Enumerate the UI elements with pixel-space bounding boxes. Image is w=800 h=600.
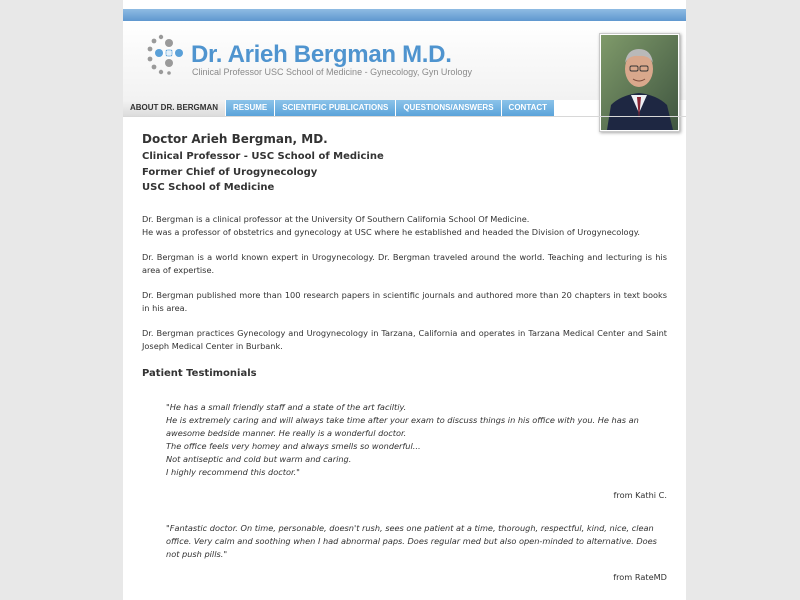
- nav-scientific-publications[interactable]: SCIENTIFIC PUBLICATIONS: [275, 100, 395, 116]
- title-line: Former Chief of Urogynecology: [142, 166, 318, 178]
- testimonial-author: from Kathi C.: [613, 489, 667, 500]
- bio-paragraph: Dr. Bergman practices Gynecology and Urogynecology in Tarzana, California and operates in Tarzana Medical Center and Saint Joseph Medical Center in Burbank.: [142, 327, 667, 351]
- page-container: [123, 0, 686, 600]
- testimonials-heading: Patient Testimonials: [142, 367, 257, 379]
- testimonial-line: I highly recommend this doctor.": [166, 466, 300, 477]
- testimonial-author: from RateMD: [613, 571, 667, 582]
- site-header: [123, 21, 686, 100]
- nav-questions-answers[interactable]: QUESTIONS/ANSWERS: [396, 100, 500, 116]
- site-title: Dr. Arieh Bergman M.D.: [191, 41, 452, 68]
- doctor-name: Doctor Arieh Bergman, MD.: [142, 132, 328, 146]
- main-content: [142, 132, 667, 584]
- nav-resume[interactable]: RESUME: [226, 100, 274, 116]
- testimonial-line: "Fantastic doctor. On time, personable, doesn't rush, sees one patient at a time, thorough, respectful, kind, nice, clean office. Very calm and soothing when I had abnormal paps. Does regular med but also open-minded to alternative. Does not push pills.": [166, 522, 657, 559]
- bio-paragraph: He was a professor of obstetrics and gynecology at USC where he established and headed the Division of Urogynecology.: [142, 226, 641, 237]
- medical-cross-logo-icon: [147, 33, 187, 79]
- title-line: USC School of Medicine: [142, 182, 275, 193]
- bio-paragraph: Dr. Bergman is a clinical professor at the University Of Southern California School Of Medicine.: [142, 213, 530, 224]
- nav-about[interactable]: ABOUT DR. BERGMAN: [123, 100, 225, 116]
- testimonial: [142, 401, 667, 502]
- testimonial-line: "He has a small friendly staff and a state of the art faciltiy.: [166, 401, 407, 412]
- testimonial-line: The office feels very homey and always smells so wonderful...: [166, 440, 421, 451]
- main-nav: [123, 100, 555, 116]
- testimonial-line: Not antiseptic and cold but warm and caring.: [166, 453, 352, 464]
- title-line: Clinical Professor - USC School of Medicine: [142, 151, 384, 162]
- nav-divider: [123, 116, 686, 117]
- bio-paragraph: Dr. Bergman is a world known expert in Urogynecology. Dr. Bergman traveled around the world. Teaching and lecturing is his area of expertise.: [142, 251, 667, 275]
- nav-contact[interactable]: CONTACT: [502, 100, 555, 116]
- bio-paragraph: Dr. Bergman published more than 100 research papers in scientific journals and authored more than 20 chapters in text books in his area.: [142, 289, 667, 313]
- top-bar: [123, 9, 686, 21]
- testimonial-line: He is extremely caring and will always take time after your exam to discuss things in his office with you. He has an awesome bedside manner. He really is a wonderful doctor.: [166, 414, 639, 438]
- doctor-portrait-icon: [599, 33, 680, 132]
- testimonial: [142, 522, 667, 584]
- site-subtitle: Clinical Professor USC School of Medicine - Gynecology, Gyn Urology: [192, 67, 472, 77]
